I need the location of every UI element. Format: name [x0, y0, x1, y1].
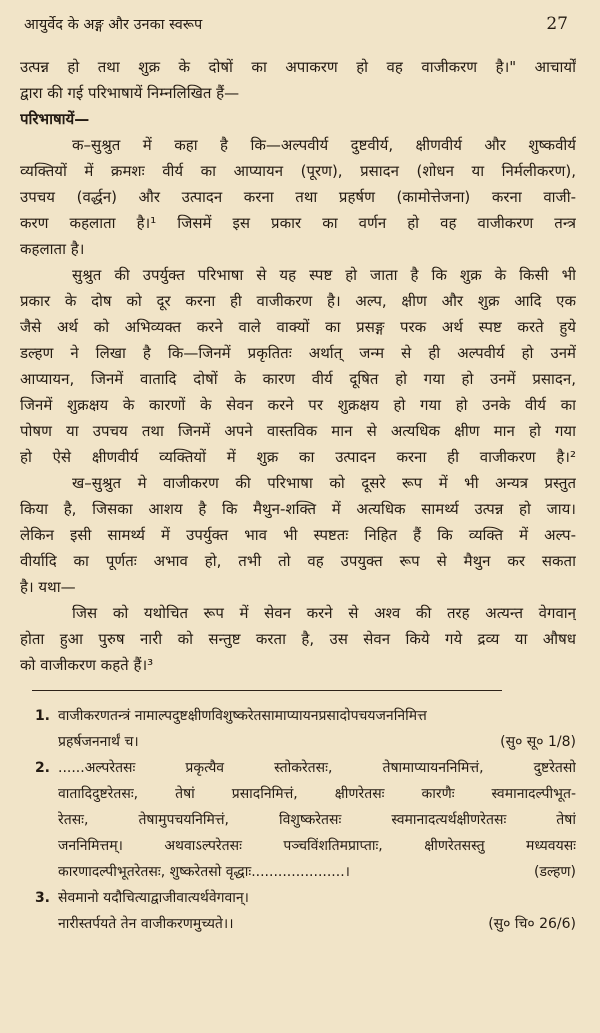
text-line: प्रकार के दोष को दूर करना ही वाजीकरण है। अल्प, क्षीण और शुक्र आदि एक: [20, 292, 576, 310]
footnote-reference: (डल्हण): [533, 864, 576, 880]
text-line: सुश्रुत की उपर्युक्त परिभाषा से यह स्पष्ट हो जाता है कि शुक्र के किसी भी: [72, 266, 576, 284]
text-line: होता हुआ पुरुष नारी को सन्तुष्ट करता है, उस सेवन किये गये द्रव्य या औषध: [20, 630, 576, 648]
text-line: है। यथा—: [20, 578, 76, 596]
text-line: हो ऐसे क्षीणवीर्य व्यक्तियों में शुक्र का उत्पादन करना ही वाजीकरण है।²: [20, 448, 576, 466]
text-line: किया है, जिसका आशय है कि मैथुन-शक्ति में अत्यधिक सामर्थ्य उत्पन्न हो जाय।: [20, 500, 576, 518]
section-heading: परिभाषायें—: [20, 110, 90, 128]
footnote-line: रेतसः, तेषामुपचयनिमित्तं, विशुष्करेतसः स्वमानादत्यर्थक्षीणरेतसः तेषां: [58, 812, 576, 828]
text-line: व्यक्तियों में क्रमशः वीर्य का आप्यायन (पूरण), प्रसादन (शोधन या निर्मलीकरण),: [20, 162, 576, 180]
footnote-reference: (सु० सू० 1/8): [500, 734, 576, 750]
footnote-line: कारणादल्पीभूतरेतसः, शुष्करेतसो वृद्धाः.....................। (डल्हण): [58, 859, 576, 885]
running-title: आयुर्वेद के अङ्ग और उनका स्वरूप: [24, 17, 203, 33]
footnote-number: 2.: [34, 760, 50, 776]
text-line: उत्पन्न हो तथा शुक्र के दोषों का अपाकरण हो वह वाजीकरण है।" आचार्यों: [20, 58, 576, 76]
footnote-reference: (सु० चि० 26/6): [488, 916, 576, 932]
text-line: उपचय (वर्द्धन) और उत्पादन करना तथा प्रहर्षण (कामोत्तेजना) करना वाजी-: [20, 188, 576, 206]
footnote-number: 1.: [34, 708, 50, 724]
footnote-line: प्रहर्षजननार्थं च। (सु० सू० 1/8): [58, 729, 576, 755]
footnote-divider: [32, 690, 502, 691]
footnotes: [20, 703, 576, 937]
page-number: 27: [546, 14, 568, 34]
text-line: डल्हण ने लिखा है कि—जिनमें प्रकृतितः अर्थात् जन्म से ही अल्पवीर्य हो उनमें: [20, 344, 576, 362]
text-line: पोषण या उपचय तथा जिनमें अपने वास्तविक मान से अत्यधिक क्षीण मान हो गया: [20, 422, 576, 440]
text-line: ख–सुश्रुत मे वाजीकरण की परिभाषा को दूसरे रूप में भी अन्यत्र प्रस्तुत: [72, 474, 576, 492]
text-line: जिस को यथोचित रूप में सेवन करने से अश्व की तरह अत्यन्त वेगवान्: [72, 604, 576, 622]
text-line: जिनमें शुक्रक्षय के कारणों के सेवन करने पर शुक्रक्षय हो गया हो उनके वीर्य का: [20, 396, 576, 414]
footnote-line: वाजीकरणतन्त्रं नामाल्पदुष्टक्षीणविशुष्करेतसामाप्यायनप्रसादोपचयजननिमित्त: [58, 708, 427, 724]
text-line: क–सुश्रुत में कहा है कि—अल्पवीर्य दुष्टवीर्य, क्षीणवीर्य और शुष्कवीर्य: [72, 136, 576, 154]
text-line: आप्यायन, जिनमें वातादि दोषों के कारण वीर्य दूषित हो गया हो उनमें प्रसादन,: [20, 370, 576, 388]
footnote-line: जननिमित्तम्। अथवाऽल्परेतसः पञ्चविंशतिमप्राप्ताः, क्षीणरेतसस्तु मध्यवयसः: [58, 838, 576, 854]
footnote: [20, 885, 576, 937]
footnote: [20, 755, 576, 885]
text-line: लेकिन इसी सामर्थ्य में उपर्युक्त भाव भी स्पष्टतः निहित हैं कि व्यक्ति में अल्प-: [20, 526, 576, 544]
running-head: [20, 14, 576, 54]
text-line: कहलाता है।: [20, 240, 85, 258]
footnote-line: वातादिदुष्टरेतसः, तेषां प्रसादनिमित्तं, क्षीणरेतसः कारणैः स्वमानादल्पीभूत-: [58, 786, 576, 802]
text-line: जैसे अर्थ को अभिव्यक्त करने वाले वाक्यों का प्रसङ्ग परक अर्थ स्पष्ट करते हुये: [20, 318, 576, 336]
text-line: को वाजीकरण कहते हैं।³: [20, 656, 154, 674]
text-line: द्वारा की गई परिभाषायें निम्नलिखित हैं—: [20, 84, 240, 102]
footnote: [20, 703, 576, 755]
text-line: वीर्यादि का पूर्णतः अभाव हो, तभी तो वह उपयुक्त रूप से मैथुन कर सकता: [20, 552, 576, 570]
body-text: [20, 54, 576, 678]
text-line: करण कहलाता है।¹ जिसमें इस प्रकार का वर्णन हो वह वाजीकरण तन्त्र: [20, 214, 576, 232]
footnote-line: नारीस्तर्पयते तेन वाजीकरणमुच्यते।। (सु० चि० 26/6): [58, 911, 576, 937]
footnote-line: ......अल्परेतसः प्रकृत्यैव स्तोकरेतसः, तेषामाप्यायननिमित्तं, दुष्टरेतसो: [58, 760, 576, 776]
footnote-number: 3.: [34, 890, 50, 906]
footnote-line: सेवमानो यदौचित्याद्वाजीवात्यर्थवेगवान्।: [58, 890, 249, 906]
